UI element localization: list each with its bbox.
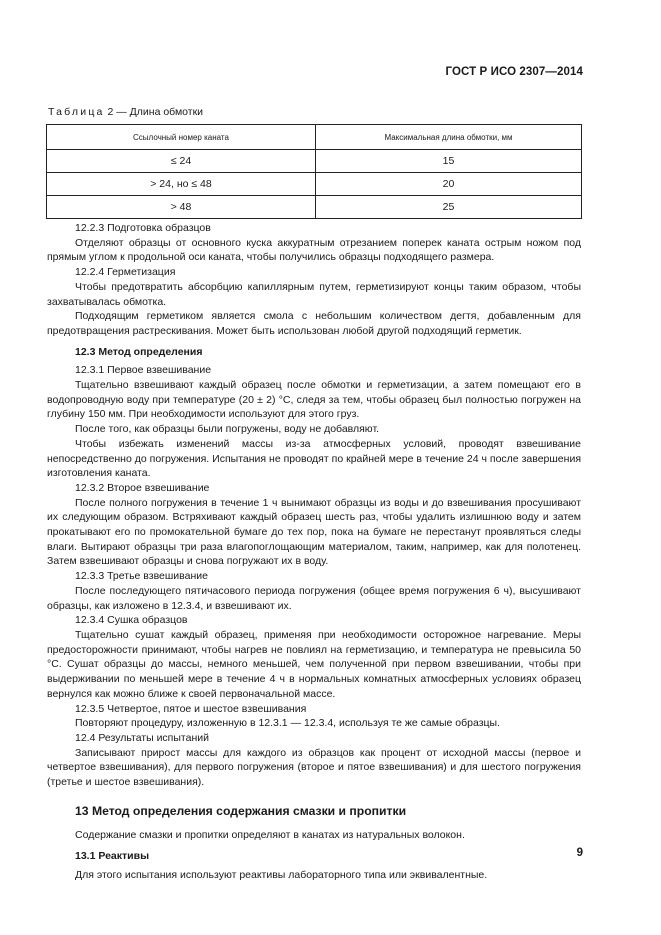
subsection-heading: 12.3.4 Сушка образцов: [75, 614, 188, 627]
chapter-heading: 13 Метод определения содержания смазки и пропитки: [75, 803, 407, 818]
paragraph: Чтобы предотвратить абсорбцию капиллярным путем, герметизируют концы таким образом, чтобы захватывалась обмотка.: [47, 280, 581, 308]
table-cell: > 24, но ≤ 48: [47, 173, 316, 196]
section-heading: 12.3 Метод определения: [75, 345, 203, 358]
subsection-heading: 12.2.3 Подготовка образцов: [75, 222, 211, 234]
table-cell: > 48: [47, 196, 316, 219]
paragraph: Содержание смазки и пропитки определяют в канатах из натуральных волокон.: [75, 829, 465, 842]
subsection-heading: 12.3.5 Четвертое, пятое и шестое взвешивания: [75, 702, 307, 715]
subsection-heading: 12.2.4 Герметизация: [75, 266, 176, 279]
table-header-row: [47, 125, 582, 150]
paragraph: Записывают прирост массы для каждого из образцов как процент от исходной массы (первое и четвертое взвешивания), для первого погружения (второе и пятое взвешивания) и для шестого погружения (третье и шестое взвешивания).: [47, 746, 581, 789]
table-cell: 25: [316, 196, 582, 219]
section-heading: 13.1 Реактивы: [75, 850, 150, 863]
table-caption-word: Таблица: [48, 106, 105, 118]
table-caption: [48, 106, 203, 118]
winding-length-table: [46, 124, 582, 219]
body-text: [47, 221, 581, 883]
subsection-heading: 12.3.1 Первое взвешивание: [75, 364, 212, 377]
table-cell: 20: [316, 173, 582, 196]
table-row: [47, 173, 582, 196]
paragraph: Повторяют процедуру, изложенную в 12.3.1 — 12.3.4, используя те же самые образцы.: [75, 717, 500, 730]
standard-header: ГОСТ Р ИСО 2307—2014: [445, 66, 583, 78]
paragraph: После того, как образцы были погружены, воду не добавляют.: [75, 423, 380, 436]
table-cell: 15: [316, 150, 582, 173]
table-caption-title: 2 — Длина обмотки: [104, 106, 204, 118]
paragraph: Подходящим герметиком является смола с небольшим количеством дегтя, добавленным для предотвращения растрескивания. Может быть использован любой другой подходящий герметик.: [47, 310, 581, 337]
column-header-rope-number: Ссылочный номер каната: [47, 125, 316, 150]
paragraph: После полного погружения в течение 1 ч вынимают образцы из воды и до взвешивания просушивают их следующим образом. Встряхивают каждый образец шесть раз, чтобы удалить излишнюю воду и затем прокатывают его по промокательной бумаге до тех пор, пока на бумаге не перестанут проявляться следы влаги. Вытирают образцы три раза влагопоглощающим материалом, таким, например, как для полотенец. Затем взвешивают образцы и снова погружают их в воду.: [47, 496, 581, 568]
paragraph: Отделяют образцы от основного куска аккуратным отрезанием поперек каната острым ножом под прямым углом к продольной оси каната, чтобы получились образцы подходящего размера.: [47, 236, 581, 264]
table-cell: ≤ 24: [47, 150, 316, 173]
paragraph: Тщательно сушат каждый образец, применяя при необходимости осторожное нагревание. Меры предосторожности принимают, чтобы нагрев не повлиял на герметизацию, и температура не превысила 50 °С. Сушат образцы до массы, немного меньшей, чем полученной при первом взвешивании, чтобы при выдерживании по меньшей мере в течение 4 ч в нормальных комнатных атмосферных условиях образец вернулся как можно ближе к своей первоначальной массе.: [47, 628, 581, 700]
paragraph: После последующего пятичасового периода погружения (общее время погружения 6 ч), высушивают образцы, как изложено в 12.3.4, и взвешивают их.: [47, 584, 581, 612]
paragraph: Тщательно взвешивают каждый образец после обмотки и герметизации, а затем помещают его в водопроводную воду при температуре (20 ± 2) °С, следя за тем, чтобы образец был полностью погружен на глубину 150 мм. При необходимости используют для этого груз.: [47, 379, 581, 421]
paragraph: Чтобы избежать изменений массы из-за атмосферных условий, проводят взвешивание непосредственно до погружения. Испытания не проводят по крайней мере в течение 24 ч после завершения изготовления каната.: [47, 437, 581, 480]
subsection-heading: 12.3.2 Второе взвешивание: [75, 481, 210, 494]
table-row: [47, 150, 582, 173]
subsection-heading: 12.4 Результаты испытаний: [75, 731, 209, 744]
column-header-max-winding-length: Максимальная длина обмотки, мм: [316, 125, 582, 150]
subsection-heading: 12.3.3 Третье взвешивание: [75, 570, 208, 583]
page-number: 9: [576, 847, 583, 859]
table-row: [47, 196, 582, 219]
paragraph: Для этого испытания используют реактивы лабораторного типа или эквивалентные.: [75, 868, 488, 881]
